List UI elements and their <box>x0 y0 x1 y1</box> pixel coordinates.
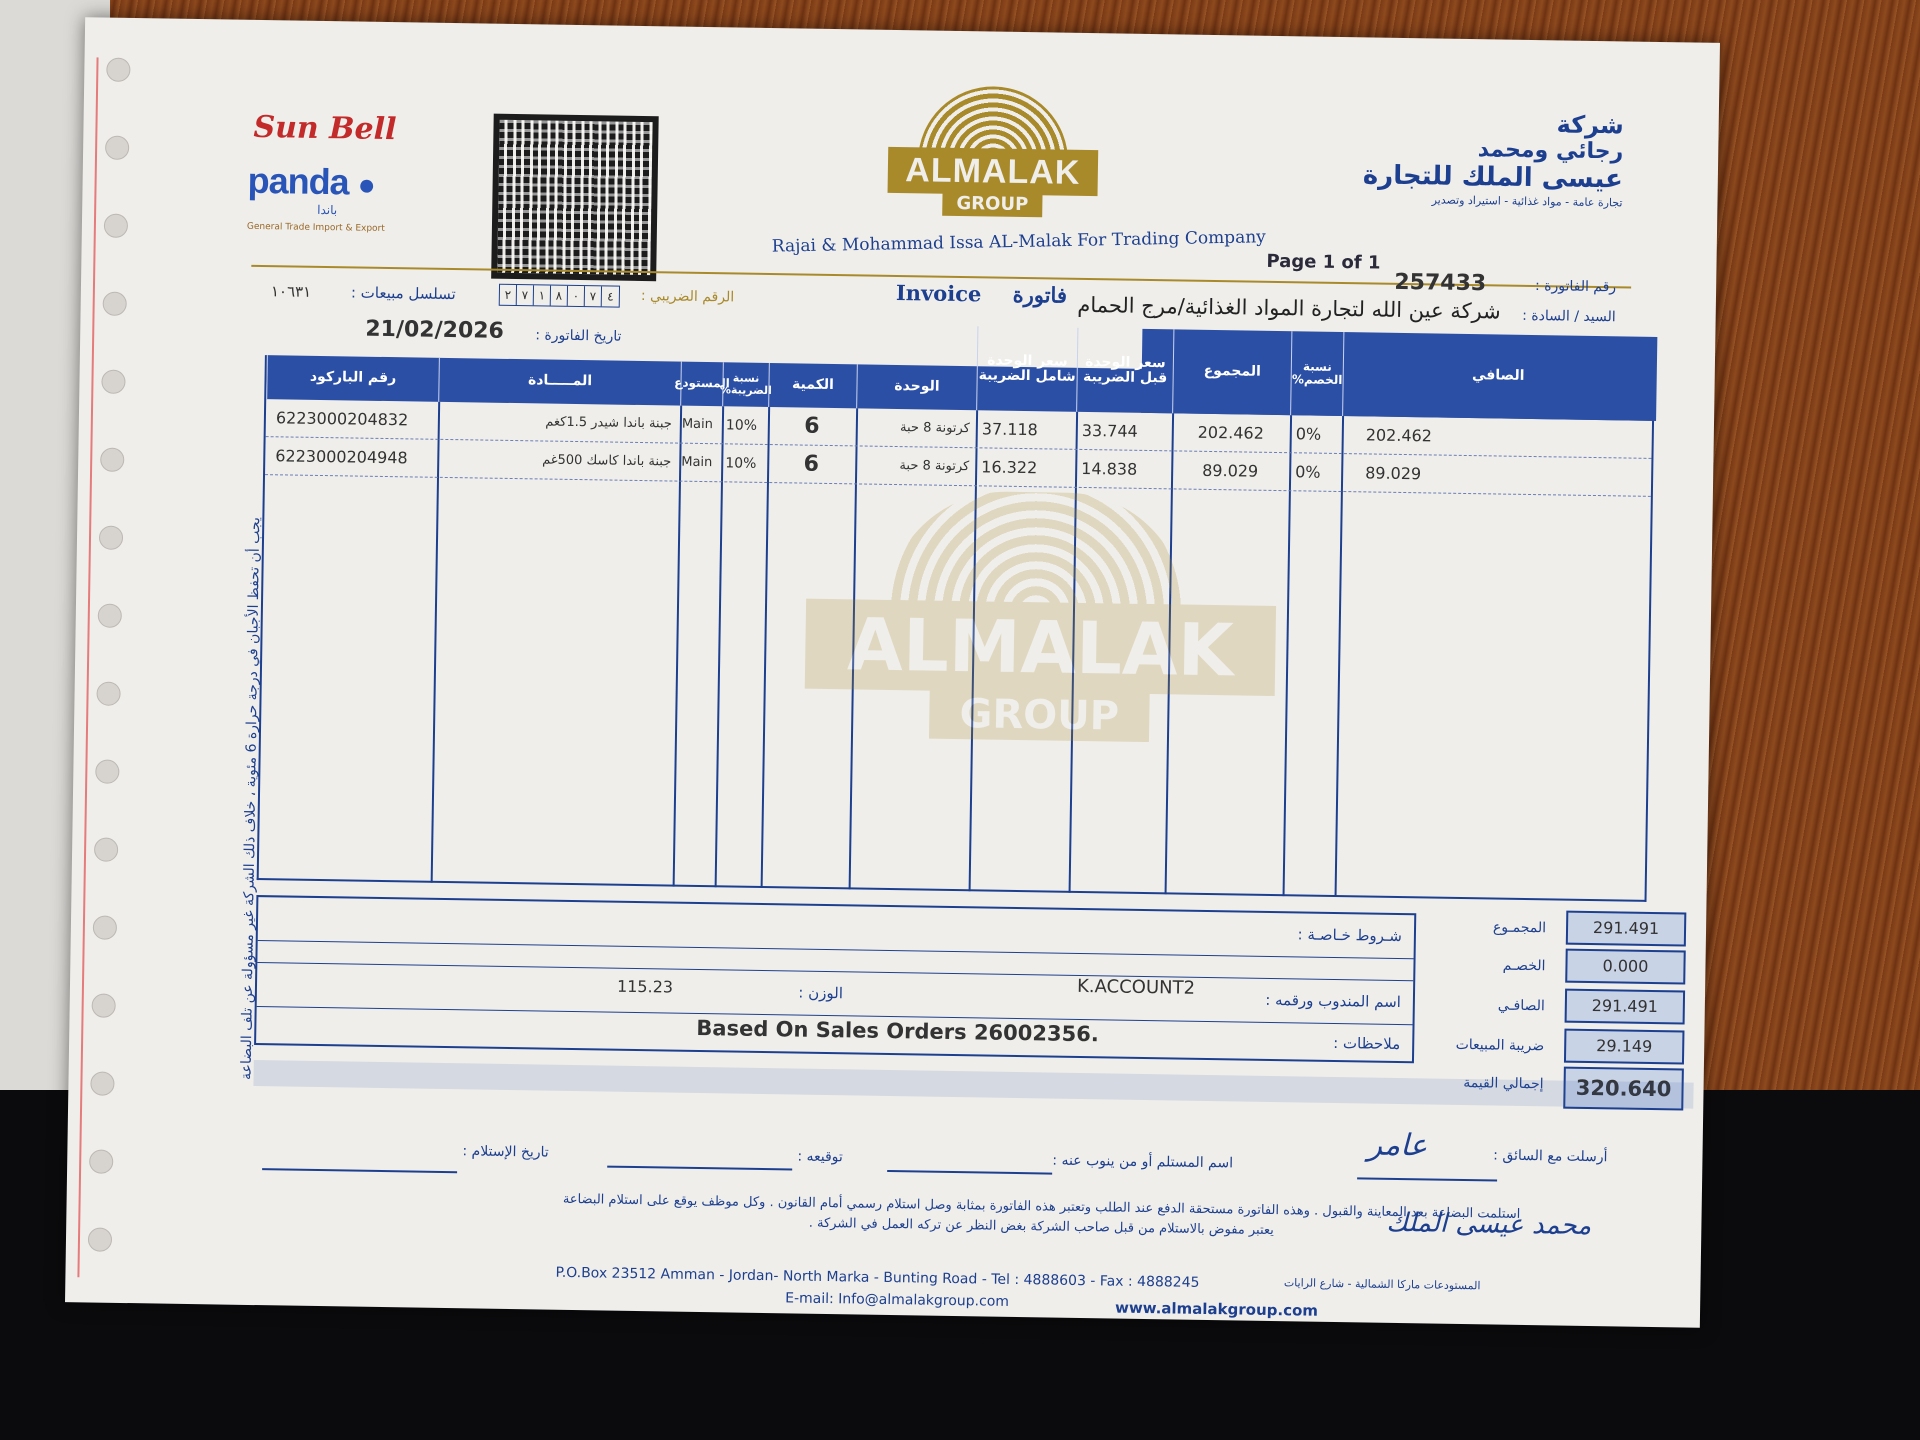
total-discount-row <box>1435 947 1686 987</box>
total-tax-row <box>1434 1027 1685 1067</box>
cell-warehouse: Main <box>681 454 713 471</box>
tax-digit: ٢ <box>500 285 517 305</box>
invoice-date: 21/02/2026 <box>365 316 505 344</box>
cell-price-with-tax: 16.322 <box>981 457 1038 478</box>
company-ar-line2: رجائي ومحمد <box>1477 137 1624 165</box>
cell-discount: 0% <box>1295 424 1322 444</box>
total-sum-value: 291.491 <box>1566 911 1687 947</box>
cell-barcode: 6223000204948 <box>275 446 408 468</box>
th-discount-pct: نسبة الخصم% <box>1290 331 1343 416</box>
th-net: الصافي <box>1342 332 1653 421</box>
total-tax-label: ضريبة المبيعات <box>1455 1036 1545 1055</box>
rep-value: K.ACCOUNT2 <box>1076 975 1196 999</box>
storage-side-note: يجب أن تحفظ الأجبان في درجة حرارة 6 مئوية ، خلاف ذلك الشركة غير مسؤولة عن تلف البضاعة <box>238 516 264 1081</box>
cell-qty: 6 <box>804 413 820 439</box>
cell-tax: 10% <box>725 455 757 472</box>
invoice-title <box>896 280 1067 308</box>
panda-logo <box>247 160 408 253</box>
receipt-date-label: تاريخ الإستلام : <box>462 1143 549 1161</box>
cell-discount: 0% <box>1295 462 1321 482</box>
bottom-signature: محمد عيسى الملك <box>1386 1207 1592 1242</box>
panda-logo-ar: باندا <box>317 202 338 218</box>
invoice-title-ar: فاتورة <box>1012 281 1068 308</box>
th-barcode: رقم الباركود <box>266 355 439 402</box>
weight-value: 115.23 <box>616 976 674 997</box>
cell-price-with-tax: 37.118 <box>981 419 1038 440</box>
cell-total: 202.462 <box>1197 422 1265 443</box>
cell-price-before-tax: 33.744 <box>1081 420 1138 441</box>
almalak-watermark <box>804 489 1278 756</box>
tax-digit: ٠ <box>568 286 585 306</box>
tax-digit: ٧ <box>585 286 602 306</box>
total-sum-label: المجمـوع <box>1492 919 1547 937</box>
tax-number-label: الرقم الضريبي : <box>640 288 735 306</box>
customer-name: شركة عين الله لتجارة المواد الغذائية/مرج الحمام <box>1077 292 1501 324</box>
total-net-label: الصافـي <box>1497 997 1545 1015</box>
total-discount-value: 0.000 <box>1565 949 1686 985</box>
th-price-with-tax: سعر الوحدة شامل الضريبة <box>976 326 1077 412</box>
signature-label: توقيعه : <box>797 1148 843 1166</box>
qr-code <box>491 114 659 282</box>
company-name-ar <box>1362 107 1623 209</box>
driver-label: أرسلت مع السائق : <box>1493 1147 1608 1166</box>
th-price-before-tax: سعر الوحدة قبل الضريبة <box>1076 328 1173 413</box>
invoice-date-label: تاريخ الفاتورة : <box>535 327 622 345</box>
total-grand-value: 320.640 <box>1563 1067 1684 1111</box>
th-unit: الوحدة <box>856 364 977 410</box>
total-tax-value: 29.149 <box>1564 1029 1685 1065</box>
customer-label: السيد / السادة : <box>1522 307 1616 326</box>
total-net-value: 291.491 <box>1565 989 1686 1025</box>
tax-digit: ٧ <box>517 285 534 305</box>
invoice-title-en: Invoice <box>895 280 982 307</box>
logo-group: GROUP <box>942 192 1042 218</box>
rep-label: اسم المندوب ورقمه : <box>1265 990 1402 1012</box>
logo-word: ALMALAK <box>888 147 1099 196</box>
total-discount-label: الخصـم <box>1502 957 1546 975</box>
company-ar-line4: تجارة عامة - مواد غذائية - استيراد وتصدير <box>1431 193 1623 210</box>
cell-item: جبنة باندا شيدر 1.5كغم <box>545 414 672 432</box>
footer-address-ar: المستودعات ماركا الشمالية - شارع الرايات <box>1283 1276 1481 1293</box>
special-terms-label: شـروط خـاصـة : <box>1297 925 1403 946</box>
tax-digit: ٨ <box>551 286 568 306</box>
notes-box <box>254 895 1416 1063</box>
cell-unit: كرتونة 8 حبة <box>899 458 970 475</box>
total-grand-label: إجمالي القيمة <box>1463 1075 1544 1093</box>
cell-net: 202.462 <box>1365 425 1433 446</box>
tax-number-boxes <box>499 284 620 308</box>
footer-website: www.almalakgroup.com <box>1114 1298 1319 1320</box>
panda-logo-text: panda <box>247 159 349 203</box>
sunbell-logo: Sun Bell <box>253 109 397 148</box>
watermark-word: ALMALAK <box>805 599 1276 696</box>
panda-face-icon: ● <box>357 168 376 202</box>
weight-label: الوزن : <box>798 983 844 1003</box>
cell-unit: كرتونة 8 حبة <box>899 420 970 437</box>
cell-item: جبنة باندا كاسك 500غم <box>542 452 672 470</box>
cell-tax: 10% <box>725 417 758 434</box>
th-warehouse: المستودع <box>680 362 723 407</box>
cell-net: 89.029 <box>1365 463 1422 484</box>
legal-line2: يعتبر مفوض بالاستلام من قبل صاحب الشركة بغض النظر عن تركه العمل في الشركة . <box>808 1215 1274 1239</box>
watermark-group: GROUP <box>929 689 1150 742</box>
tax-digit: ١ <box>534 285 551 305</box>
total-net-row <box>1435 987 1686 1027</box>
driver-signature: عامر <box>1367 1127 1428 1164</box>
cell-total: 89.029 <box>1202 460 1259 481</box>
cell-barcode: 6223000204832 <box>275 408 409 430</box>
invoice-number-label: رقم الفاتورة : <box>1534 278 1617 296</box>
th-tax-pct: نسبة الضريبة% <box>722 362 769 407</box>
company-name-en: Rajai & Mohammad Issa AL-Malak For Trading Company <box>771 227 1266 257</box>
th-total: المجموع <box>1172 329 1291 415</box>
serial-label: تسلسل مبيعات : <box>350 283 456 304</box>
remarks-label: ملاحظات : <box>1333 1033 1401 1054</box>
totals-panel <box>1433 909 1686 1108</box>
company-ar-line3: عيسى الملك للتجارة <box>1362 160 1624 195</box>
footer-email: E-mail: Info@almalakgroup.com <box>785 1290 1010 1310</box>
panda-logo-sub: General Trade Import & Export <box>246 221 385 234</box>
th-qty: الكمية <box>768 363 857 408</box>
th-item: المـــــادة <box>438 358 681 406</box>
almalak-logo <box>882 85 1104 238</box>
page-number: Page 1 of 1 <box>1266 250 1381 274</box>
company-ar-line1: شركة <box>1556 110 1624 140</box>
remarks-value: Based On Sales Orders 26002356. <box>696 1015 1099 1047</box>
cell-price-before-tax: 14.838 <box>1081 458 1138 479</box>
cell-warehouse: Main <box>681 416 714 433</box>
legal-line1: استلمت البضاعة بعد المعاينة والقبول . وهذه الفاتورة مستحقة الدفع عند الطلب وتعتبر هذه الفاتورة بمثابة وصل استلام رسمي أمام القانون . وكل موظف يوقع على استلام البضاعة <box>562 1191 1521 1222</box>
invoice-number: 257433 <box>1394 269 1487 297</box>
receiver-label: اسم المستلم أو من ينوب عنه : <box>1052 1152 1234 1172</box>
cell-qty: 6 <box>803 451 820 477</box>
footer-address: P.O.Box 23512 Amman - Jordan- North Marka - Bunting Road - Tel : 4888603 - Fax : 4888245 <box>555 1264 1200 1291</box>
watermark-rings-icon <box>886 490 1188 615</box>
total-sum-row <box>1436 909 1687 949</box>
tax-digit: ٤ <box>607 289 614 304</box>
serial-number: ١٠٦٣١ <box>270 282 312 301</box>
invoice-sheet <box>65 17 1720 1328</box>
